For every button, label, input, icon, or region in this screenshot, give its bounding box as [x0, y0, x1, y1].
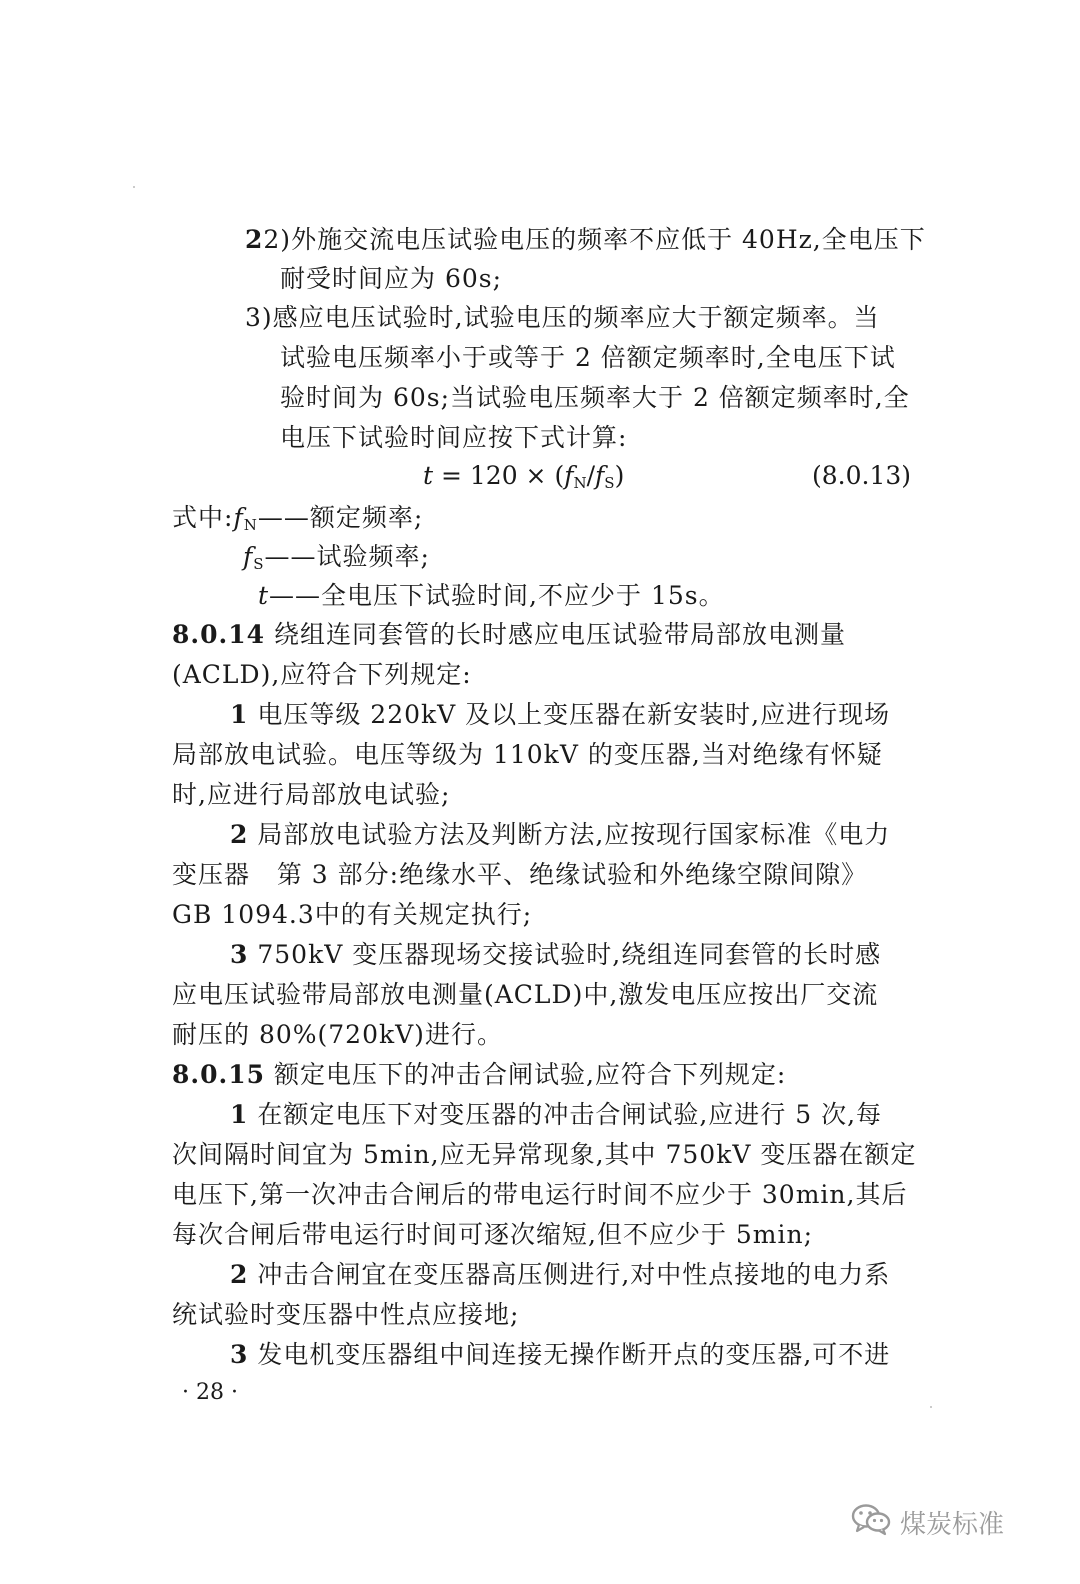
- where-label: 式中:: [172, 503, 234, 532]
- clause-j1-line-2: 次间隔时间宜为 5min,应无异常现象,其中 750kV 变压器在额定: [172, 1140, 917, 1169]
- clause-2-line-2: 变压器 第 3 部分:绝缘水平、绝缘试验和外绝缘空隙间隙》: [172, 860, 868, 889]
- clause-number: 2: [230, 1260, 249, 1289]
- clause-2-line-3: GB 1094.3中的有关规定执行;: [172, 900, 533, 929]
- where-def-3: ——全电压下试验时间,不应少于 15s。: [269, 581, 725, 610]
- text: 额定电压下的冲击合闸试验,应符合下列规定:: [265, 1060, 787, 1089]
- where-var-f: f: [233, 503, 244, 532]
- where-def-1: ——额定频率;: [257, 503, 424, 532]
- where-def-2: ——试验频率;: [264, 542, 430, 571]
- page-number: · 28 ·: [182, 1380, 238, 1405]
- text: 局部放电试验方法及判断方法,应按现行国家标准《电力: [248, 820, 891, 849]
- clause-number: 2: [230, 820, 249, 849]
- clause-3-line-3: 耐压的 80%(720kV)进行。: [172, 1020, 503, 1049]
- clause-1-line-3: 时,应进行局部放电试验;: [172, 780, 451, 809]
- text: 2)外施交流电压试验电压的频率不应低于 40Hz,全电压下: [263, 225, 926, 254]
- item-2-line-1: 22)外施交流电压试验电压的频率不应低于 40Hz,全电压下: [245, 225, 926, 254]
- formula-eq: = 120 × (: [433, 461, 565, 490]
- watermark-text: 煤炭标准: [900, 1510, 1005, 1540]
- clause-number: 1: [230, 1100, 249, 1129]
- section-number: 8.0.15: [172, 1060, 265, 1089]
- clause-2-line-1: [230, 817, 890, 853]
- clause-3-line-1: [230, 937, 881, 973]
- where-line-1: [172, 500, 423, 543]
- clause-j1-line-1: [230, 1097, 882, 1133]
- formula-sub-s: S: [604, 474, 615, 492]
- where-line-3: [258, 578, 725, 614]
- watermark: [850, 1502, 1004, 1543]
- clause-j1-line-4: 每次合闸后带电运行时间可逐次缩短,但不应少于 5min;: [172, 1220, 814, 1249]
- text: 发电机变压器组中间连接无操作断开点的变压器,可不进: [248, 1340, 891, 1369]
- formula-var-t: t: [423, 461, 434, 490]
- formula-var-f2: f: [595, 461, 605, 490]
- where-sub-n: N: [243, 516, 258, 534]
- clause-1-line-2: 局部放电试验。电压等级为 110kV 的变压器,当对绝缘有怀疑: [172, 740, 883, 769]
- where-line-2: [243, 539, 430, 582]
- formula-var-f: f: [564, 461, 574, 490]
- section-8-0-15-line-1: [172, 1057, 786, 1093]
- item-2-line-2: 耐受时间应为 60s;: [280, 264, 503, 293]
- formula-sub-n: N: [573, 474, 587, 492]
- text: 750kV 变压器现场交接试验时,绕组连同套管的长时感: [248, 940, 882, 969]
- text: 电压等级 220kV 及以上变压器在新安装时,应进行现场: [248, 700, 891, 729]
- clause-j3-line-1: [230, 1337, 890, 1373]
- wechat-icon: [850, 1502, 892, 1543]
- clause-number: 3: [230, 1340, 249, 1369]
- formula-slash: /: [586, 461, 596, 490]
- clause-3-line-2: 应电压试验带局部放电测量(ACLD)中,激发电压应按出厂交流: [172, 980, 879, 1009]
- clause-j1-line-3: 电压下,第一次冲击合闸后的带电运行时间不应少于 30min,其后: [172, 1180, 908, 1209]
- item-3-line-1: 3)感应电压试验时,试验电压的频率应大于额定频率。当: [245, 303, 880, 332]
- section-8-0-14-line-1: [172, 617, 846, 653]
- formula-number: (8.0.13): [812, 461, 912, 490]
- text: 在额定电压下对变压器的冲击合闸试验,应进行 5 次,每: [248, 1100, 883, 1129]
- clause-1-line-1: [230, 697, 890, 733]
- where-var-t: t: [258, 581, 270, 610]
- where-var-f2: f: [243, 542, 254, 571]
- item-3-line-3: 验时间为 60s;当试验电压频率大于 2 倍额定频率时,全: [280, 383, 910, 412]
- scan-speck: [930, 1406, 932, 1408]
- clause-number: 3: [230, 940, 249, 969]
- scan-speck: [133, 186, 135, 188]
- text: 冲击合闸宜在变压器高压侧进行,对中性点接地的电力系: [248, 1260, 891, 1289]
- item-3-line-2: 试验电压频率小于或等于 2 倍额定频率时,全电压下试: [280, 343, 896, 372]
- text: 绕组连同套管的长时感应电压试验带局部放电测量: [265, 620, 846, 649]
- clause-j2-line-2: 统试验时变压器中性点应接地;: [172, 1300, 520, 1329]
- formula-close: ): [614, 461, 625, 490]
- clause-j2-line-1: [230, 1257, 890, 1293]
- item-3-line-4: 电压下试验时间应按下式计算:: [280, 423, 628, 452]
- clause-number: 1: [230, 700, 249, 729]
- section-number: 8.0.14: [172, 620, 265, 649]
- where-sub-s: S: [253, 555, 265, 573]
- section-8-0-14-line-2: (ACLD),应符合下列规定:: [172, 660, 472, 689]
- formula: [423, 458, 624, 501]
